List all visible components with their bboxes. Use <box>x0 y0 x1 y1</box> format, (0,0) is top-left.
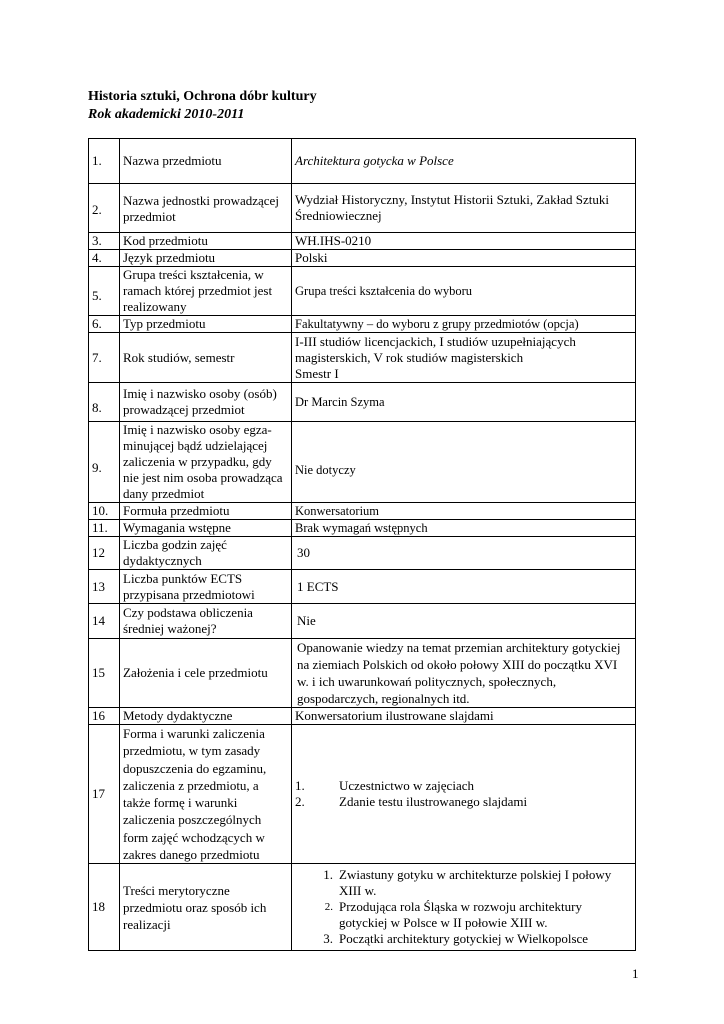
list-item <box>295 867 632 899</box>
list-text: Początki architektury gotyckiej w Wielkopolsce <box>339 931 589 947</box>
row-value: Nie <box>292 604 636 639</box>
row-value: 1 ECTS <box>292 570 636 604</box>
row-number: 2. <box>89 184 120 233</box>
page-number: 1 <box>632 966 639 981</box>
table-row <box>89 503 636 520</box>
row-value: Opanowanie wiedzy na temat przemian architektury gotyckiej na ziemiach Polskich od około połowy XIII do początku XVI w. i ich uwarunkowań politycznych, społecznych, gospodarczych, regionalnych itd. <box>292 639 636 708</box>
table-row <box>89 422 636 503</box>
row-label: Formuła przedmiotu <box>120 503 292 520</box>
row-number: 18 <box>89 864 120 951</box>
row-label: Grupa treści kształcenia, w ramach której przedmiot jest realizowany <box>120 267 292 316</box>
table-row <box>89 250 636 267</box>
table-row <box>89 184 636 233</box>
row-number: 7. <box>89 333 120 383</box>
row-value: Nie dotyczy <box>292 422 636 503</box>
row-label: Kod przedmiotu <box>120 233 292 250</box>
semester: Smestr I <box>295 365 339 381</box>
row-number: 1. <box>89 139 120 184</box>
row-label: Typ przedmiotu <box>120 316 292 333</box>
row-number: 5. <box>89 267 120 316</box>
row-number: 4. <box>89 250 120 267</box>
row-number: 14 <box>89 604 120 639</box>
list-item <box>295 899 632 931</box>
table-row <box>89 864 636 951</box>
row-value <box>292 864 636 951</box>
row-number: 9. <box>89 422 120 503</box>
row-number: 6. <box>89 316 120 333</box>
row-number: 10. <box>89 503 120 520</box>
row-value: Architektura gotycka w Polsce <box>292 139 636 184</box>
document-title: Historia sztuki, Ochrona dóbr kultury <box>88 89 317 104</box>
row-label: Nazwa jednostki prowadzącej przedmiot <box>120 184 292 233</box>
row-number: 16 <box>89 708 120 725</box>
row-label: Wymagania wstępne <box>120 520 292 537</box>
academic-year: Rok akademicki 2010-2011 <box>88 107 245 122</box>
row-label: Metody dydaktyczne <box>120 708 292 725</box>
list-text: Zwiastuny gotyku w architekturze polskiej I połowy XIII w. <box>339 867 612 899</box>
row-label: Liczba punktów ECTS przypisana przedmiotowi <box>120 570 292 604</box>
table-row <box>89 570 636 604</box>
row-label: Czy podstawa obliczenia średniej ważonej? <box>120 604 292 639</box>
table-row <box>89 139 636 184</box>
row-label: Imię i nazwisko osoby egza-minującej bądź udzielającej zaliczenia w przypadku, gdy nie jest nim osoba prowadząca dany przedmiot <box>120 422 292 503</box>
list-number: 1. <box>295 778 305 794</box>
table-row <box>89 316 636 333</box>
row-number: 8. <box>89 383 120 422</box>
row-value: Wydział Historyczny, Instytut Historii Sztuki, Zakład Sztuki Średniowiecznej <box>292 184 636 233</box>
row-number: 15 <box>89 639 120 708</box>
row-number: 17 <box>89 725 120 864</box>
row-number: 11. <box>89 520 120 537</box>
row-label: Rok studiów, semestr <box>120 333 292 383</box>
list-text: Zdanie testu ilustrowanego slajdami <box>339 794 528 810</box>
table-row <box>89 233 636 250</box>
table-row <box>89 725 636 864</box>
course-content-list <box>295 867 632 947</box>
list-item <box>295 794 632 810</box>
list-number: 3. <box>323 931 333 947</box>
list-item <box>295 778 632 794</box>
row-label: Język przedmiotu <box>120 250 292 267</box>
row-label: Liczba godzin zajęć dydaktycznych <box>120 537 292 570</box>
table-row <box>89 333 636 383</box>
row-value <box>292 333 636 383</box>
course-syllabus-table <box>88 138 636 951</box>
study-years: I-III studiów licencjackich, I studiów uzupełniających magisterskich, V rok studiów magisterskich <box>295 333 576 365</box>
row-value: Grupa treści kształcenia do wyboru <box>292 267 636 316</box>
row-value: Polski <box>292 250 636 267</box>
list-number: 2. <box>324 901 333 914</box>
passing-conditions-list <box>295 778 632 810</box>
row-label: Imię i nazwisko osoby (osób) prowadzącej przedmiot <box>120 383 292 422</box>
table-row <box>89 537 636 570</box>
list-text: Przodująca rola Śląska w rozwoju architektury gotyckiej w Polsce w II połowie XIII w. <box>339 899 582 931</box>
row-value: Konwersatorium <box>292 503 636 520</box>
row-label: Nazwa przedmiotu <box>120 139 292 184</box>
table-row <box>89 267 636 316</box>
table-row <box>89 383 636 422</box>
list-number: 1. <box>323 867 333 883</box>
row-number: 13 <box>89 570 120 604</box>
row-value <box>292 725 636 864</box>
table-row <box>89 639 636 708</box>
row-label: Założenia i cele przedmiotu <box>120 639 292 708</box>
row-label: Treści merytoryczne przedmiotu oraz sposób ich realizacji <box>120 864 292 951</box>
row-value: Dr Marcin Szyma <box>292 383 636 422</box>
table-row <box>89 708 636 725</box>
row-number: 3. <box>89 233 120 250</box>
row-number: 12 <box>89 537 120 570</box>
row-value: Fakultatywny – do wyboru z grupy przedmiotów (opcja) <box>292 316 636 333</box>
row-value: WH.IHS-0210 <box>292 233 636 250</box>
table-row <box>89 520 636 537</box>
list-text: Uczestnictwo w zajęciach <box>339 778 474 794</box>
row-value: 30 <box>292 537 636 570</box>
list-number: 2. <box>295 794 305 810</box>
row-value: Konwersatorium ilustrowane slajdami <box>292 708 636 725</box>
row-label: Forma i warunki zaliczenia przedmiotu, w tym zasady dopuszczenia do egzaminu, zaliczenia z przedmiotu, a także formę i warunki zaliczenia poszczególnych form zajęć wchodzących w zakres danego przedmiotu <box>120 725 292 864</box>
table-row <box>89 604 636 639</box>
row-value: Brak wymagań wstępnych <box>292 520 636 537</box>
list-item <box>295 931 632 947</box>
